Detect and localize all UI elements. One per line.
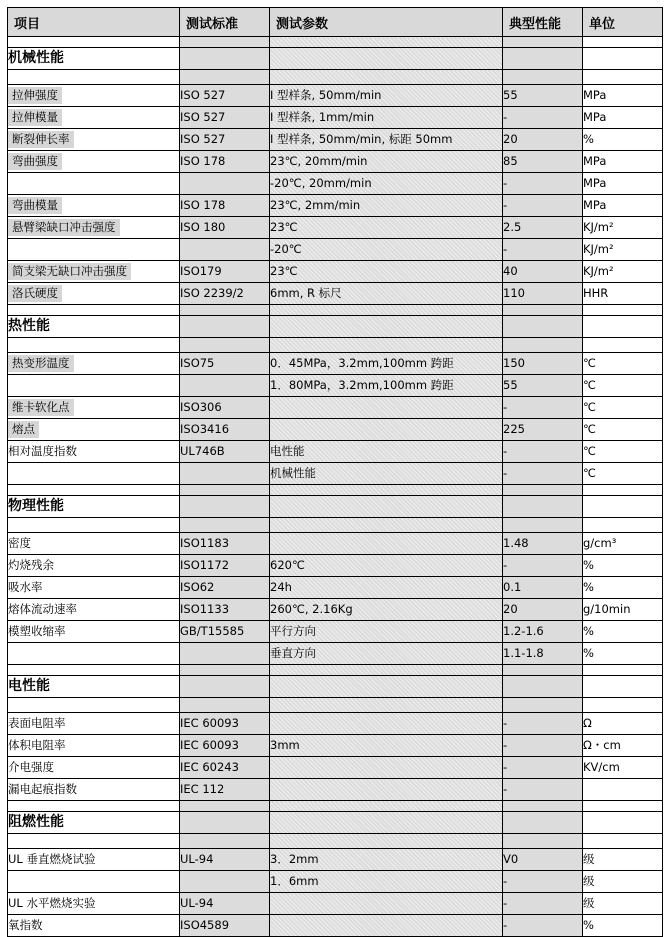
spacer-cell [180, 37, 270, 48]
spacer-cell [8, 37, 180, 48]
section-row-filler [180, 676, 270, 698]
item-label: 热变形温度 [8, 355, 74, 372]
section-title [8, 316, 180, 338]
cell-item [8, 757, 180, 779]
cell-parameter: 23℃ [270, 261, 503, 283]
spacer-cell [583, 70, 663, 85]
spacer-cell [180, 338, 270, 353]
cell-unit: ℃ [583, 375, 663, 397]
spacer-cell [180, 305, 270, 316]
cell-value: - [503, 713, 583, 735]
header-cell-value: 典型性能 [503, 8, 583, 37]
spacer-cell [270, 305, 503, 316]
cell-standard: IEC 112 [180, 779, 270, 801]
cell-standard: UL-94 [180, 849, 270, 871]
item-label: 悬臂梁缺口冲击强度 [8, 219, 120, 236]
table-row [8, 261, 663, 283]
cell-standard: IEC 60093 [180, 713, 270, 735]
section-title-label: 热性能 [8, 318, 50, 334]
spacer-cell [583, 834, 663, 849]
cell-value: - [503, 441, 583, 463]
cell-standard: ISO4589 [180, 915, 270, 937]
cell-standard: GB/T15585 [180, 621, 270, 643]
cell-parameter: 机械性能 [270, 463, 503, 485]
cell-item [8, 397, 180, 419]
section-row-filler [270, 676, 503, 698]
spacer-cell [503, 70, 583, 85]
cell-item [8, 261, 180, 283]
table-row [8, 533, 663, 555]
table-row [8, 577, 663, 599]
table-row [8, 599, 663, 621]
table-row [8, 85, 663, 107]
table-row [8, 735, 663, 757]
header-cell-item: 项目 [8, 8, 180, 37]
header-row [8, 8, 663, 37]
spacer-cell [180, 665, 270, 676]
cell-standard: IEC 60243 [180, 757, 270, 779]
table-row [8, 915, 663, 937]
cell-item [8, 577, 180, 599]
cell-parameter: 23℃ [270, 217, 503, 239]
cell-parameter: 620℃ [270, 555, 503, 577]
cell-unit: ℃ [583, 419, 663, 441]
spacer-cell [270, 338, 503, 353]
cell-unit: Ω・cm [583, 735, 663, 757]
cell-value: 1.2-1.6 [503, 621, 583, 643]
cell-unit: 级 [583, 871, 663, 893]
spacer-cell [8, 665, 180, 676]
section-row-filler [583, 812, 663, 834]
cell-value: 2.5 [503, 217, 583, 239]
spacer-cell [180, 698, 270, 713]
cell-parameter [270, 713, 503, 735]
table-row [8, 441, 663, 463]
item-label: 洛氏硬度 [8, 285, 62, 302]
cell-value: - [503, 915, 583, 937]
cell-standard: ISO306 [180, 397, 270, 419]
spec-sheet [0, 7, 669, 932]
table-row [8, 713, 663, 735]
cell-value: - [503, 195, 583, 217]
cell-unit: KJ/m² [583, 261, 663, 283]
table-row [8, 397, 663, 419]
cell-parameter: 1．80MPa，3.2mm,100mm 跨距 [270, 375, 503, 397]
cell-standard: ISO 178 [180, 195, 270, 217]
spacer-cell [8, 70, 180, 85]
cell-value: 150 [503, 353, 583, 375]
cell-unit: HHR [583, 283, 663, 305]
section-title [8, 812, 180, 834]
item-label: UL 水平燃烧实验 [8, 896, 96, 910]
cell-standard: ISO 180 [180, 217, 270, 239]
cell-parameter: 3mm [270, 735, 503, 757]
item-label: 熔点 [8, 421, 39, 438]
section-row-filler [503, 316, 583, 338]
cell-parameter: 电性能 [270, 441, 503, 463]
cell-standard: ISO 178 [180, 151, 270, 173]
cell-value: - [503, 397, 583, 419]
cell-unit: % [583, 129, 663, 151]
spacer-cell [270, 665, 503, 676]
cell-standard [180, 871, 270, 893]
cell-value: - [503, 779, 583, 801]
cell-standard: ISO75 [180, 353, 270, 375]
cell-item [8, 353, 180, 375]
table-row [8, 849, 663, 871]
cell-standard: ISO3416 [180, 419, 270, 441]
spacer-cell [503, 485, 583, 496]
cell-value: 1.48 [503, 533, 583, 555]
section-row-filler [583, 316, 663, 338]
section-row-filler [503, 812, 583, 834]
cell-item [8, 915, 180, 937]
table-row [8, 871, 663, 893]
table-row [8, 107, 663, 129]
spacer-cell [583, 801, 663, 812]
table-row [8, 621, 663, 643]
cell-parameter: 23℃, 20mm/min [270, 151, 503, 173]
header-cell-unit: 单位 [583, 8, 663, 37]
section-row-filler [180, 48, 270, 70]
cell-unit: ℃ [583, 463, 663, 485]
cell-parameter: 260℃, 2.16Kg [270, 599, 503, 621]
header-cell-standard: 测试标准 [180, 8, 270, 37]
table-row [8, 555, 663, 577]
spacer-cell [270, 70, 503, 85]
spacer-cell [8, 698, 180, 713]
spacer-cell [8, 338, 180, 353]
cell-standard [180, 173, 270, 195]
item-label: 灼烧残余 [8, 558, 54, 572]
cell-value: 55 [503, 375, 583, 397]
cell-parameter: 0．45MPa，3.2mm,100mm 跨距 [270, 353, 503, 375]
cell-value: - [503, 871, 583, 893]
section-row-filler [270, 812, 503, 834]
cell-value: - [503, 463, 583, 485]
cell-item [8, 173, 180, 195]
cell-unit: 级 [583, 849, 663, 871]
item-label: 漏电起痕指数 [8, 782, 77, 796]
cell-parameter [270, 779, 503, 801]
item-label: 表面电阻率 [8, 716, 66, 730]
cell-parameter: 6mm, R 标尺 [270, 283, 503, 305]
cell-parameter: 垂直方向 [270, 643, 503, 665]
table-body [8, 37, 663, 937]
cell-value: - [503, 555, 583, 577]
section-row-filler [583, 676, 663, 698]
item-label: 密度 [8, 536, 31, 550]
cell-item [8, 871, 180, 893]
table-row [8, 217, 663, 239]
item-label: 断裂伸长率 [8, 131, 74, 148]
cell-parameter: I 型样条, 50mm/min [270, 85, 503, 107]
cell-item [8, 643, 180, 665]
item-label: 介电强度 [8, 760, 54, 774]
cell-value: - [503, 107, 583, 129]
cell-parameter [270, 893, 503, 915]
cell-unit: ℃ [583, 441, 663, 463]
cell-standard: ISO62 [180, 577, 270, 599]
spacer-cell [180, 801, 270, 812]
spacer-cell [8, 485, 180, 496]
cell-unit: % [583, 555, 663, 577]
table-row [8, 173, 663, 195]
cell-unit: MPa [583, 151, 663, 173]
cell-unit: KV/cm [583, 757, 663, 779]
cell-value: - [503, 173, 583, 195]
spacer-cell [270, 37, 503, 48]
item-label: 模塑收缩率 [8, 624, 66, 638]
item-label: 拉伸强度 [8, 87, 62, 104]
spacer-cell [270, 698, 503, 713]
section-title [8, 48, 180, 70]
cell-standard: ISO 527 [180, 129, 270, 151]
spacer-cell [583, 485, 663, 496]
cell-value: 225 [503, 419, 583, 441]
table-row [8, 195, 663, 217]
cell-item [8, 375, 180, 397]
cell-item [8, 85, 180, 107]
cell-value: 20 [503, 129, 583, 151]
cell-parameter [270, 757, 503, 779]
spacer-cell [270, 801, 503, 812]
cell-item [8, 151, 180, 173]
section-row-filler [503, 496, 583, 518]
section-row-filler [180, 496, 270, 518]
cell-item [8, 217, 180, 239]
item-label: 吸水率 [8, 580, 43, 594]
cell-item [8, 195, 180, 217]
spacer-cell [583, 338, 663, 353]
cell-item [8, 849, 180, 871]
table-row [8, 375, 663, 397]
spacer-cell [503, 305, 583, 316]
section-title-label: 电性能 [8, 678, 50, 694]
section-row-filler [270, 496, 503, 518]
cell-value: 55 [503, 85, 583, 107]
section-row-filler [503, 48, 583, 70]
cell-value: 1.1-1.8 [503, 643, 583, 665]
cell-item [8, 621, 180, 643]
cell-standard: ISO 527 [180, 85, 270, 107]
cell-unit [583, 779, 663, 801]
cell-standard: UL746B [180, 441, 270, 463]
spacer-cell [8, 801, 180, 812]
section-title [8, 496, 180, 518]
section-title-label: 阻燃性能 [8, 814, 64, 830]
cell-item [8, 893, 180, 915]
cell-standard [180, 643, 270, 665]
header-cell-parameter: 测试参数 [270, 8, 503, 37]
spacer-cell [503, 518, 583, 533]
cell-unit: % [583, 915, 663, 937]
spacer-cell [8, 834, 180, 849]
cell-parameter [270, 915, 503, 937]
cell-standard: ISO1133 [180, 599, 270, 621]
cell-item [8, 129, 180, 151]
cell-standard [180, 463, 270, 485]
cell-item [8, 283, 180, 305]
cell-standard [180, 239, 270, 261]
cell-item [8, 419, 180, 441]
cell-item [8, 239, 180, 261]
cell-item [8, 779, 180, 801]
section-row-filler [583, 48, 663, 70]
cell-parameter [270, 419, 503, 441]
spacer-cell [583, 518, 663, 533]
cell-unit: KJ/m² [583, 217, 663, 239]
spacer-cell [583, 305, 663, 316]
item-label: 简支梁无缺口冲击强度 [8, 263, 131, 280]
spacer-cell [270, 518, 503, 533]
table-row [8, 239, 663, 261]
cell-value: 110 [503, 283, 583, 305]
spacer-cell [8, 518, 180, 533]
cell-item [8, 463, 180, 485]
cell-unit: g/10min [583, 599, 663, 621]
cell-standard [180, 375, 270, 397]
section-title [8, 676, 180, 698]
item-label: 氧指数 [8, 918, 43, 932]
cell-unit: ℃ [583, 353, 663, 375]
cell-parameter [270, 397, 503, 419]
cell-parameter [270, 533, 503, 555]
cell-value: - [503, 239, 583, 261]
cell-item [8, 735, 180, 757]
table-row [8, 419, 663, 441]
cell-value: V0 [503, 849, 583, 871]
table-row [8, 779, 663, 801]
cell-item [8, 599, 180, 621]
cell-unit: 级 [583, 893, 663, 915]
cell-unit: ℃ [583, 397, 663, 419]
spacer-cell [8, 305, 180, 316]
spacer-cell [270, 485, 503, 496]
section-row-filler [270, 48, 503, 70]
table-row [8, 283, 663, 305]
spacer-cell [503, 698, 583, 713]
cell-standard: ISO179 [180, 261, 270, 283]
cell-unit: % [583, 621, 663, 643]
cell-unit: MPa [583, 173, 663, 195]
cell-value: 85 [503, 151, 583, 173]
item-label: 拉伸模量 [8, 109, 62, 126]
cell-parameter: -20℃ [270, 239, 503, 261]
spacer-cell [270, 834, 503, 849]
cell-standard: ISO1183 [180, 533, 270, 555]
cell-unit: MPa [583, 107, 663, 129]
cell-value: 0.1 [503, 577, 583, 599]
table-row [8, 129, 663, 151]
cell-value: 40 [503, 261, 583, 283]
section-row-filler [180, 316, 270, 338]
cell-parameter: -20℃, 20mm/min [270, 173, 503, 195]
table-row [8, 643, 663, 665]
cell-item [8, 555, 180, 577]
cell-item [8, 713, 180, 735]
cell-unit: Ω [583, 713, 663, 735]
table-row [8, 893, 663, 915]
table-row [8, 151, 663, 173]
item-label: 体积电阻率 [8, 738, 66, 752]
table-header [8, 8, 663, 37]
spacer-cell [503, 37, 583, 48]
spacer-cell [180, 834, 270, 849]
cell-standard: ISO1172 [180, 555, 270, 577]
cell-value: - [503, 757, 583, 779]
cell-parameter: I 型样条, 50mm/min, 标距 50mm [270, 129, 503, 151]
cell-value: 20 [503, 599, 583, 621]
section-title-label: 机械性能 [8, 50, 64, 66]
cell-parameter: 3．2mm [270, 849, 503, 871]
section-title-label: 物理性能 [8, 498, 64, 514]
spacer-cell [180, 485, 270, 496]
cell-standard: ISO 2239/2 [180, 283, 270, 305]
cell-standard: UL-94 [180, 893, 270, 915]
cell-parameter: I 型样条, 1mm/min [270, 107, 503, 129]
section-row-filler [270, 316, 503, 338]
cell-item [8, 107, 180, 129]
cell-standard: ISO 527 [180, 107, 270, 129]
item-label: 弯曲强度 [8, 153, 62, 170]
spacer-cell [583, 698, 663, 713]
spacer-cell [583, 37, 663, 48]
item-label: 相对温度指数 [8, 444, 77, 458]
cell-parameter: 平行方向 [270, 621, 503, 643]
cell-unit: MPa [583, 85, 663, 107]
spacer-cell [503, 665, 583, 676]
item-label: UL 垂直燃烧试验 [8, 852, 96, 866]
spacer-cell [583, 665, 663, 676]
spacer-cell [503, 801, 583, 812]
cell-unit: % [583, 643, 663, 665]
specification-table [7, 7, 663, 937]
cell-unit: % [583, 577, 663, 599]
item-label: 熔体流动速率 [8, 602, 77, 616]
cell-parameter: 23℃, 2mm/min [270, 195, 503, 217]
spacer-cell [503, 834, 583, 849]
section-row-filler [583, 496, 663, 518]
spacer-cell [503, 338, 583, 353]
table-row [8, 757, 663, 779]
cell-item [8, 533, 180, 555]
cell-item [8, 441, 180, 463]
spacer-cell [180, 70, 270, 85]
cell-unit: g/cm³ [583, 533, 663, 555]
section-row-filler [503, 676, 583, 698]
cell-standard: IEC 60093 [180, 735, 270, 757]
item-label: 弯曲模量 [8, 197, 62, 214]
section-row-filler [180, 812, 270, 834]
cell-value: - [503, 735, 583, 757]
spacer-cell [180, 518, 270, 533]
table-row [8, 353, 663, 375]
cell-unit: KJ/m² [583, 239, 663, 261]
cell-unit: MPa [583, 195, 663, 217]
cell-parameter: 1．6mm [270, 871, 503, 893]
table-row [8, 463, 663, 485]
cell-parameter: 24h [270, 577, 503, 599]
item-label: 维卡软化点 [8, 399, 74, 416]
cell-value: - [503, 893, 583, 915]
